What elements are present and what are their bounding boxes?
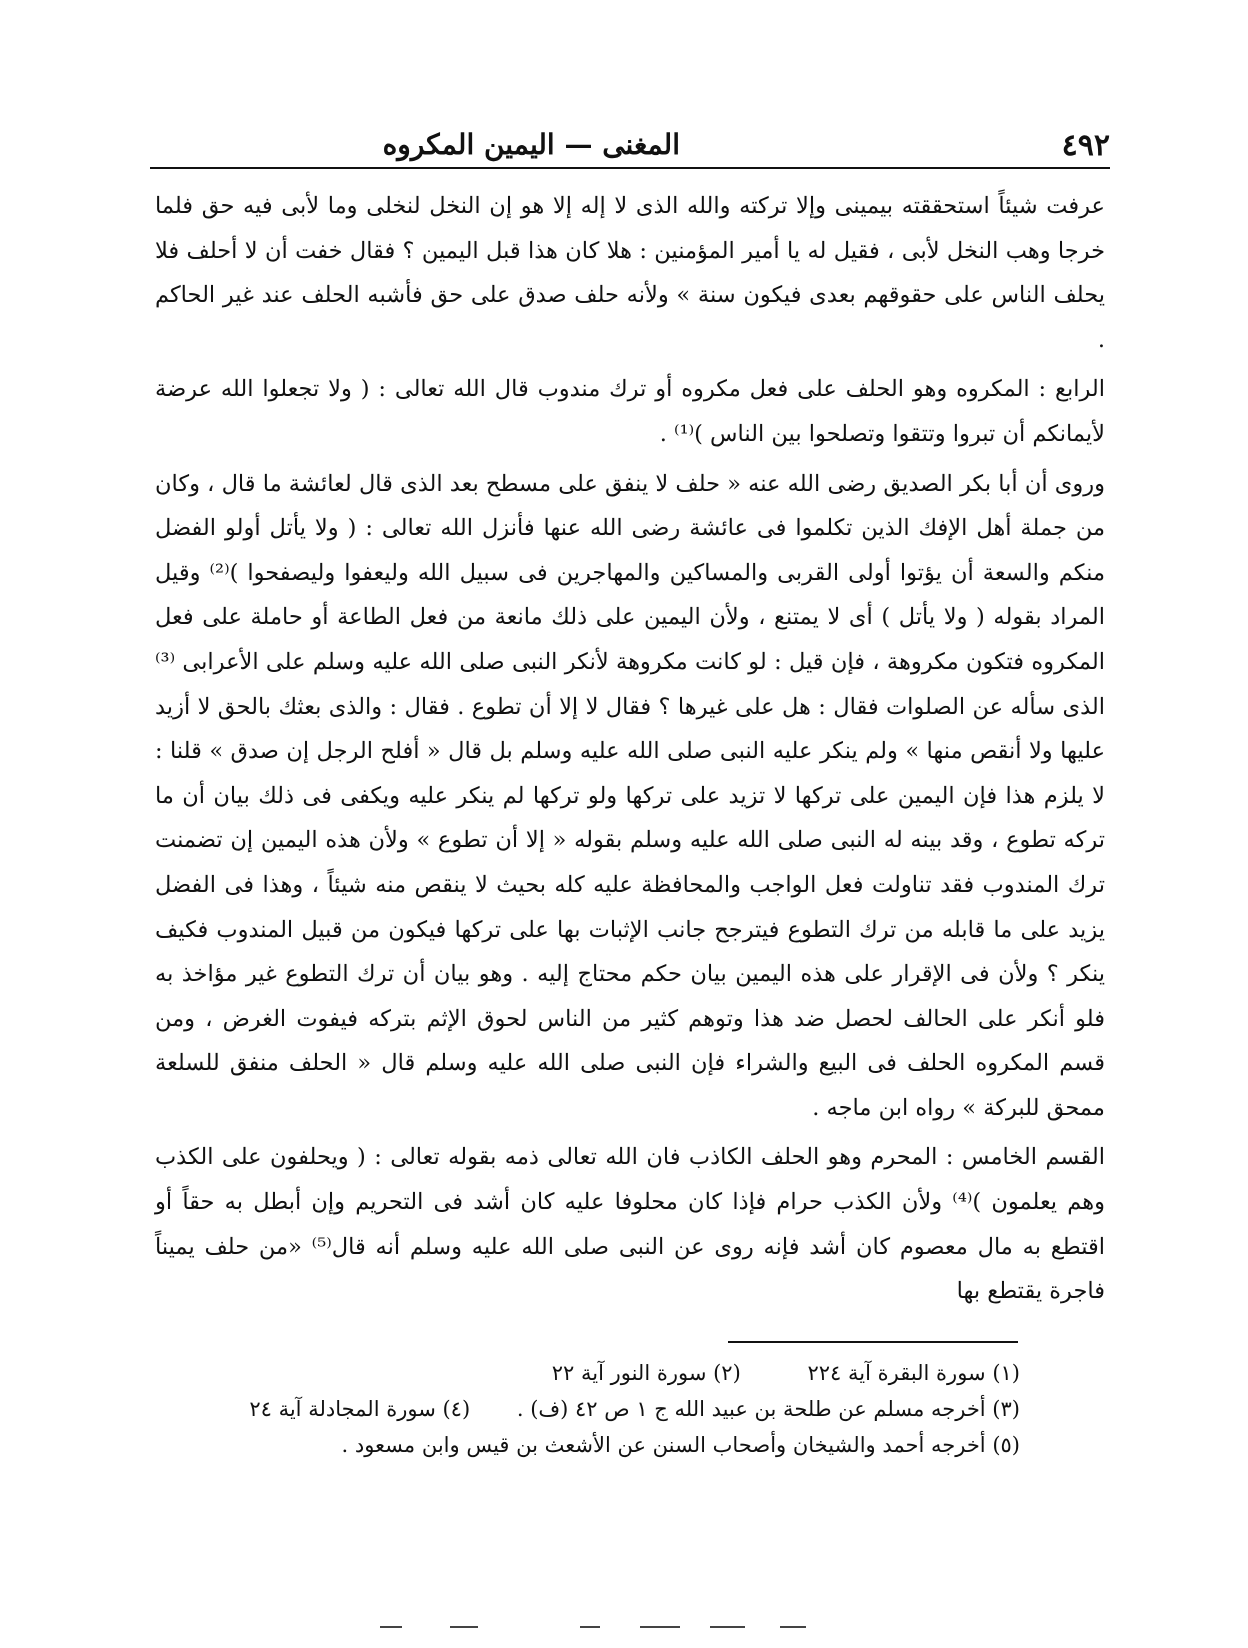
paragraph-4: القسم الخامس : المحرم وهو الحلف الكاذب فان الله تعالى ذمه بقوله تعالى : ( ويحلفون على الكذب وهم يعلمون )⁽⁴⁾ ولأن الكذب حرام فإذا كان محلوفا عليه كان أشد فى التحريم وإن أبطل به حقاً أو اقتطع به مال معصوم كان أشد فإنه روى عن النبى صلى الله عليه وسلم أنه قال⁽⁵⁾ «من حلف يميناً فاجرة يقتطع بها — [155, 1144, 1105, 1305]
header-rule — [150, 167, 1110, 169]
footnote-5: (٥) أخرجه أحمد والشيخان وأصحاب السنن عن الأشعث بن قيس وابن مسعود . — [341, 1433, 1020, 1457]
scan-mark — [580, 1626, 600, 1628]
page-header — [150, 118, 1110, 168]
footnote-4: (٤) سورة المجادلة آية ٢٤ — [249, 1397, 471, 1421]
footnote-row-2 — [210, 1391, 1020, 1427]
paragraph-1: عرفت شيئاً استحققته بيمينى وإلا تركته والله الذى لا إله إلا هو إن النخل لنخلى وما لأبى فيه حق فلما خرجا وهب النخل لأبى ، فقيل له يا أمير المؤمنين : هلا كان هذا قبل اليمين ؟ فقال خفت أن لا أحلف فلا يحلف الناس على حقوقهم بعدى فيكون سنة » ولأنه حلف صدق على حق فأشبه الحلف عند غير الحاكم . — [155, 193, 1105, 353]
paragraph-2: الرابع : المكروه وهو الحلف على فعل مكروه أو ترك مندوب قال الله تعالى : ( ولا تجعلوا الله عرضة لأيمانكم أن تبروا وتتقوا وتصلحوا بين الناس )⁽¹⁾ . — [155, 376, 1105, 447]
scan-mark — [640, 1626, 680, 1628]
scan-mark — [780, 1626, 806, 1628]
scan-mark — [450, 1626, 478, 1628]
footnote-row-1 — [210, 1355, 1020, 1391]
footnote-rule — [728, 1341, 1018, 1343]
page-number: ٤٩٢ — [1061, 128, 1110, 163]
running-title: المغنى — اليمين المكروه — [382, 128, 680, 161]
footnote-row-3 — [210, 1427, 1020, 1463]
footnotes — [210, 1355, 1020, 1463]
scan-mark — [710, 1626, 745, 1628]
scan-mark — [380, 1626, 402, 1628]
paragraph-3: وروى أن أبا بكر الصديق رضى الله عنه « حلف لا ينفق على مسطح بعد الذى قال لعائشة ما قال ، وكان من جملة أهل الإفك الذين تكلموا فى عائشة رضى الله عنها فأنزل الله تعالى : ( ولا يأتل أولو الفضل منكم والسعة أن يؤتوا أولى القربى والمساكين والمهاجرين فى سبيل الله وليعفوا وليصفحوا )⁽²⁾ وقيل المراد بقوله ( ولا يأتل ) أى لا يمتنع ، ولأن اليمين على ذلك مانعة من فعل الطاعة أو حاملة على فعل المكروه فتكون مكروهة ، فإن قيل : لو كانت مكروهة لأنكر النبى صلى الله عليه وسلم على الأعرابى ⁽³⁾ الذى سأله عن الصلوات فقال : هل على غيرها ؟ فقال لا إلا أن تطوع . فقال : والذى بعثك بالحق لا أزيد عليها ولا أنقص منها » ولم ينكر عليه النبى صلى الله عليه وسلم بل قال « أفلح الرجل إن صدق » قلنا : لا يلزم هذا فإن اليمين على تركها لا تزيد على تركها ولو تركها لم ينكر عليه ويكفى فى ذلك بيان أن ما تركه تطوع ، وقد بينه له النبى صلى الله عليه وسلم بقوله « إلا أن تطوع » ولأن هذه اليمين إن تضمنت ترك المندوب فقد تناولت فعل الواجب والمحافظة عليه كله بحيث لا ينقص منه شيئاً ، وهذا فى الفضل يزيد على ما قابله من ترك التطوع فيترجح جانب الإثبات بها على تركها فيكون من قبيل المندوب فكيف ينكر ؟ ولأن فى الإقرار على هذه اليمين بيان حكم محتاج إليه . وهو بيان أن ترك التطوع غير مؤاخذ به فلو أنكر على الحالف لحصل ضد هذا وتوهم كثير من الناس لحوق الإثم بتركه فيفوت الغرض ، ومن قسم المكروه الحلف فى البيع والشراء فإن النبى صلى الله عليه وسلم قال « الحلف منفق للسلعة ممحق للبركة » رواه ابن ماجه . — [155, 470, 1106, 1121]
scan-artifacts — [380, 1626, 880, 1630]
footnote-3: (٣) أخرجه مسلم عن طلحة بن عبيد الله ج ١ ص ٤٢ (ف) . — [516, 1397, 1020, 1421]
footnote-1: (١) سورة البقرة آية ٢٢٤ — [807, 1361, 1020, 1385]
footnote-2: (٢) سورة النور آية ٢٢ — [551, 1361, 741, 1385]
body-text — [155, 184, 1105, 1314]
